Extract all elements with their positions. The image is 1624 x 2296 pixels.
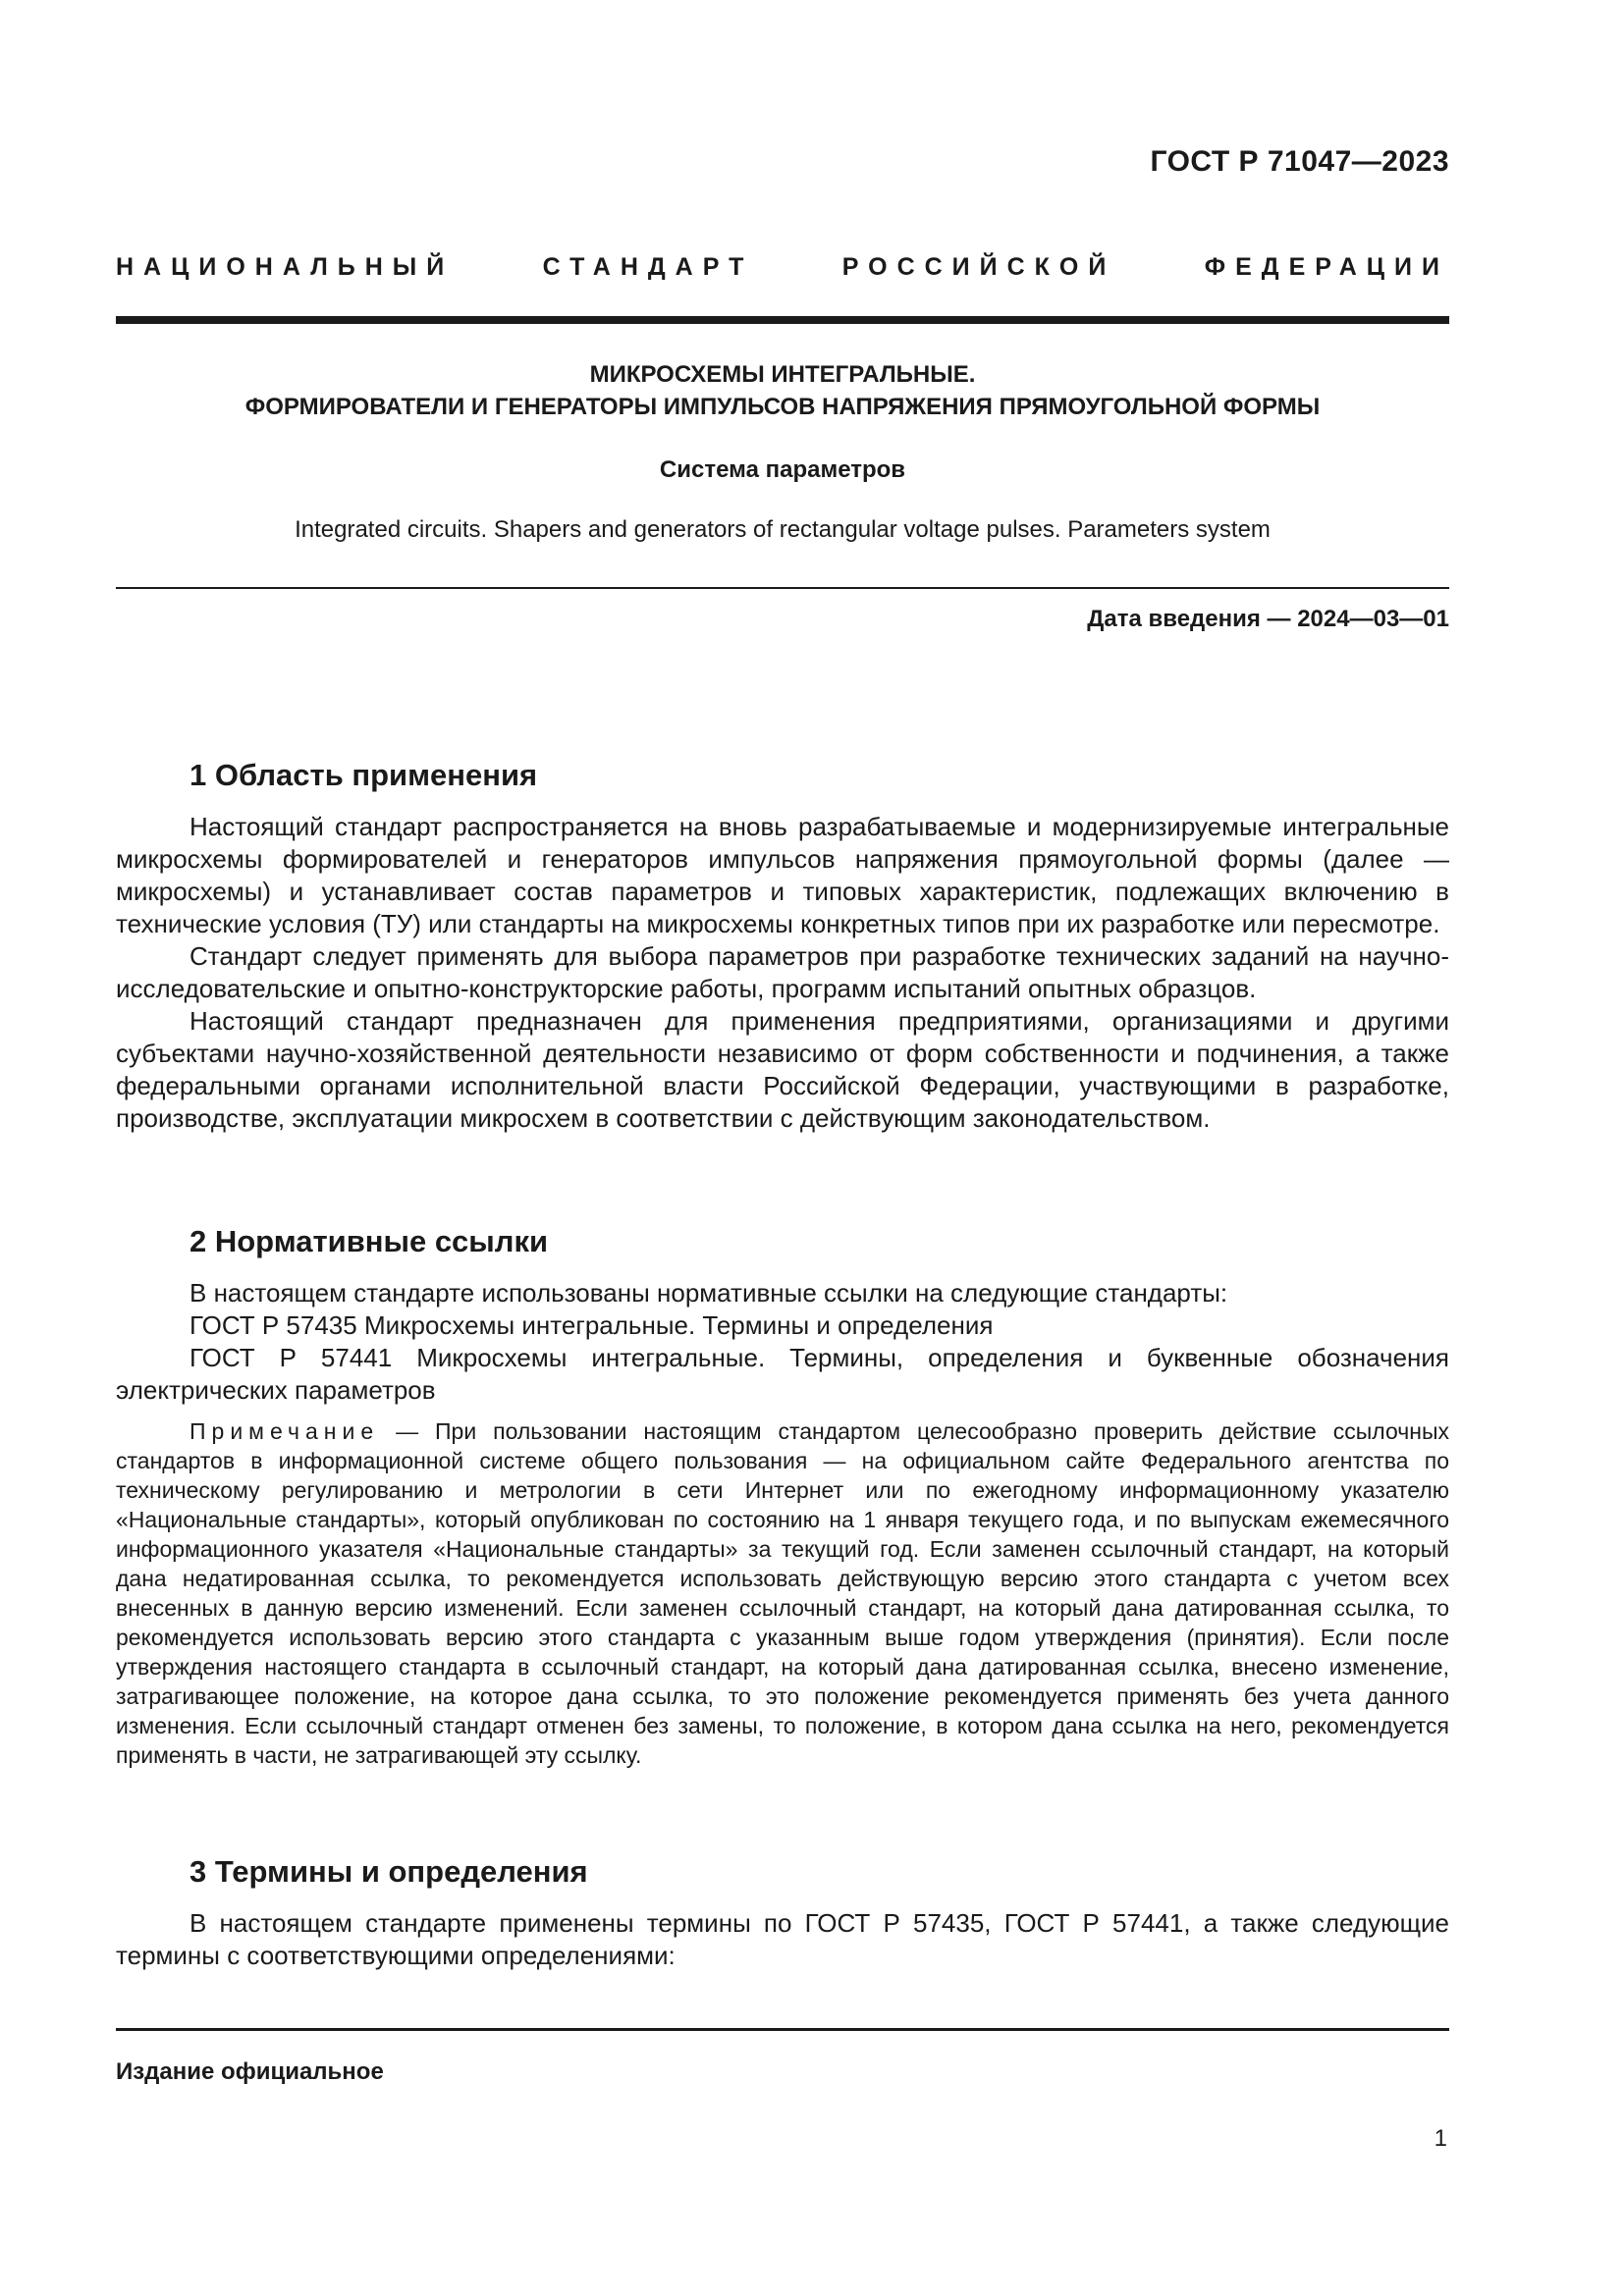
introduction-date: Дата введения — 2024—03—01 — [1087, 606, 1449, 632]
thin-divider-bottom — [116, 2028, 1449, 2031]
thin-divider-top — [116, 587, 1449, 589]
section-heading-references: 2 Нормативные ссылки — [189, 1224, 549, 1258]
reference-item: ГОСТ Р 57441 Микросхемы интегральные. Термины, определения и буквенные обозначения электрических параметров — [116, 1343, 1449, 1405]
section-normative-references — [116, 1222, 1449, 1770]
note-text: — При пользовании настоящим стандартом целесообразно проверить действие ссылочных стандартов в информационной системе общего пользования — на официальном сайте Федерального агентства по техническому регулированию и метрологии в сети Интернет или по ежегодному информационному указателю «Национальные стандарты», который опубликован по состоянию на 1 января текущего года, и по выпускам ежемесячного информационного указателя «Национальные стандарты» за текущий год. Если заменен ссылочный стандарт, на который дана недатированная ссылка, то рекомендуется использовать действующую версию этого стандарта с учетом всех внесенных в данную версию изменений. Если заменен ссылочный стандарт, на который дана датированная ссылка, то рекомендуется использовать версию этого стандарта с указанным выше годом утверждения (принятия). Если после утверждения настоящего стандарта в ссылочный стандарт, на который дана датированная ссылка, внесено изменение, затрагивающее положение, на которое дана ссылка, то это положение рекомендуется применять без учета данного изменения. Если ссылочный стандарт отменен без замены, то положение, в котором дана ссылка на него, рекомендуется применять в части, не затрагивающей эту ссылку. — [116, 1418, 1449, 1768]
section-heading-scope: 1 Область применения — [189, 758, 538, 792]
paragraph: Настоящий стандарт распространяется на вновь разрабатываемые и модернизируемые интегральные микросхемы формирователей и генераторов импульсов напряжения прямоугольной формы (далее — микросхемы) и устанавливает состав параметров и типовых характеристик, подлежащих включению в технические условия (ТУ) или стандарты на микросхемы конкретных типов при их разработке или пересмотре. — [116, 812, 1449, 938]
official-edition-label: Издание официальное — [116, 2058, 384, 2085]
paragraph: Настоящий стандарт предназначен для применения предприятиями, организациями и другими субъектами научно-хозяйственной деятельности независимо от форм собственности и подчинения, а также федеральными органами исполнительной власти Российской Федерации, участвующими в разработке, производстве, эксплуатации микросхем в соответствии с действующим законодательством. — [116, 1006, 1449, 1133]
reference-item: ГОСТ Р 57435 Микросхемы интегральные. Термины и определения — [189, 1310, 994, 1340]
document-id: ГОСТ Р 71047—2023 — [1150, 145, 1449, 178]
paragraph: В настоящем стандарте применены термины по ГОСТ Р 57435, ГОСТ Р 57441, а также следующие термины с соответствующими определениями: — [116, 1908, 1449, 1970]
section-heading-terms: 3 Термины и определения — [189, 1854, 588, 1889]
note-block — [116, 1416, 1449, 1770]
title-line-1: МИКРОСХЕМЫ ИНТЕГРАЛЬНЫЕ. — [589, 361, 976, 388]
section-terms — [116, 1852, 1449, 1972]
thick-divider — [116, 316, 1449, 324]
note-label: Примечание — [189, 1418, 380, 1444]
document-title — [116, 358, 1449, 423]
paragraph: Стандарт следует применять для выбора параметров при разработке технических заданий на научно-исследовательские и опытно-конструкторские работы, программ испытаний опытных образцов. — [116, 941, 1449, 1003]
title-line-2: ФОРМИРОВАТЕЛИ И ГЕНЕРАТОРЫ ИМПУЛЬСОВ НАПРЯЖЕНИЯ ПРЯМОУГОЛЬНОЙ ФОРМЫ — [244, 394, 1321, 420]
section-scope — [116, 756, 1449, 1135]
page-number: 1 — [1434, 2125, 1447, 2152]
national-standard-banner: НАЦИОНАЛЬНЫЙ СТАНДАРТ РОССИЙСКОЙ ФЕДЕРАЦИИ — [116, 253, 1449, 281]
document-subtitle: Система параметров — [659, 456, 906, 483]
paragraph: В настоящем стандарте использованы нормативные ссылки на следующие стандарты: — [189, 1278, 1228, 1308]
english-title: Integrated circuits. Shapers and generators of rectangular voltage pulses. Parameters system — [295, 516, 1271, 543]
